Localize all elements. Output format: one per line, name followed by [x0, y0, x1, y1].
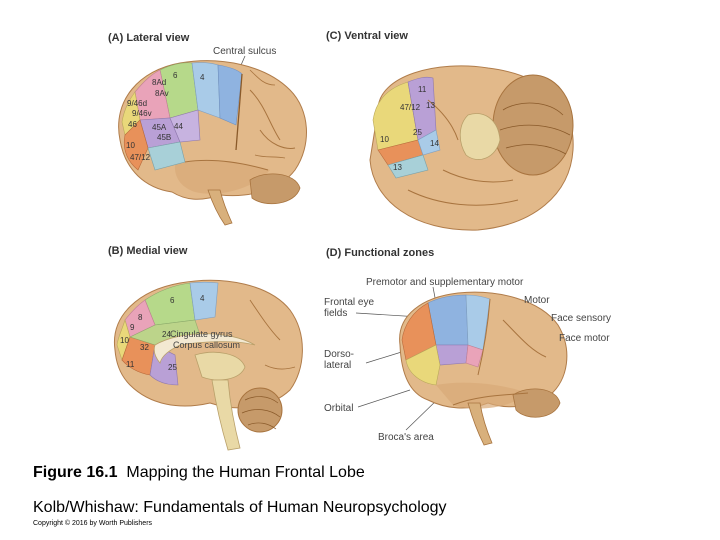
- panel-functional-zones: [318, 245, 618, 460]
- panel-lateral-view: [100, 30, 310, 235]
- figure-title: Mapping the Human Frontal Lobe: [126, 464, 365, 481]
- book-source: Kolb/Whishaw: Fundamentals of Human Neuropsychology: [33, 499, 447, 516]
- central-sulcus-label: Central sulcus: [213, 46, 277, 57]
- svg-text:10: 10: [380, 135, 389, 144]
- svg-text:45B: 45B: [157, 133, 172, 142]
- ventral-brain-illustration: [318, 30, 598, 235]
- copyright-notice: Copyright © 2016 by Worth Publishers: [33, 520, 153, 527]
- svg-text:45A: 45A: [152, 123, 167, 132]
- medial-brain-illustration: [100, 245, 310, 460]
- svg-text:32: 32: [140, 343, 149, 352]
- svg-text:8: 8: [138, 313, 143, 322]
- svg-text:8Av: 8Av: [155, 89, 169, 98]
- svg-text:11: 11: [418, 85, 427, 94]
- svg-text:4: 4: [200, 73, 205, 82]
- corpus-callosum-label: Corpus callosum: [173, 340, 241, 350]
- svg-text:10: 10: [120, 336, 129, 345]
- svg-text:47/12: 47/12: [400, 103, 421, 112]
- svg-text:10: 10: [126, 141, 135, 150]
- premotor-label: Premotor and supplementary motor: [366, 277, 524, 288]
- panel-a-label: (A) Lateral view: [108, 32, 190, 44]
- svg-text:6: 6: [173, 71, 178, 80]
- orbital-label: Orbital: [324, 403, 354, 414]
- panel-ventral-view: [318, 30, 598, 235]
- figure-number: Figure 16.1: [33, 464, 118, 481]
- svg-text:8Ad: 8Ad: [152, 78, 167, 87]
- svg-text:14: 14: [430, 139, 439, 148]
- motor-label: Motor: [524, 295, 550, 306]
- cingulate-gyrus-label: Cingulate gyrus: [170, 329, 233, 339]
- panel-d-label: (D) Functional zones: [326, 247, 435, 259]
- svg-text:13: 13: [426, 101, 435, 110]
- brocas-area-label: Broca's area: [378, 432, 434, 443]
- panel-c-label: (C) Ventral view: [326, 30, 408, 42]
- svg-text:9/46v: 9/46v: [132, 109, 152, 118]
- frontal-eye-fields-label: Frontal eye fields: [324, 297, 375, 319]
- svg-text:24: 24: [162, 330, 171, 339]
- svg-text:6: 6: [170, 296, 175, 305]
- face-sensory-label: Face sensory: [551, 313, 612, 324]
- svg-text:11: 11: [126, 360, 135, 369]
- face-motor-label: Face motor: [559, 333, 610, 344]
- svg-text:9/46d: 9/46d: [127, 99, 148, 108]
- dorsolateral-label: Dorso- lateral: [324, 349, 355, 371]
- svg-text:46: 46: [128, 120, 137, 129]
- svg-text:4: 4: [200, 294, 205, 303]
- svg-text:9: 9: [130, 323, 135, 332]
- svg-text:44: 44: [174, 122, 183, 131]
- svg-text:25: 25: [168, 363, 177, 372]
- svg-text:13: 13: [393, 163, 402, 172]
- lateral-brain-illustration: [100, 30, 310, 235]
- svg-text:47/12: 47/12: [130, 153, 151, 162]
- panel-b-label: (B) Medial view: [108, 245, 188, 257]
- panel-medial-view: [100, 245, 310, 460]
- figure-caption: [33, 464, 365, 482]
- svg-text:25: 25: [413, 128, 422, 137]
